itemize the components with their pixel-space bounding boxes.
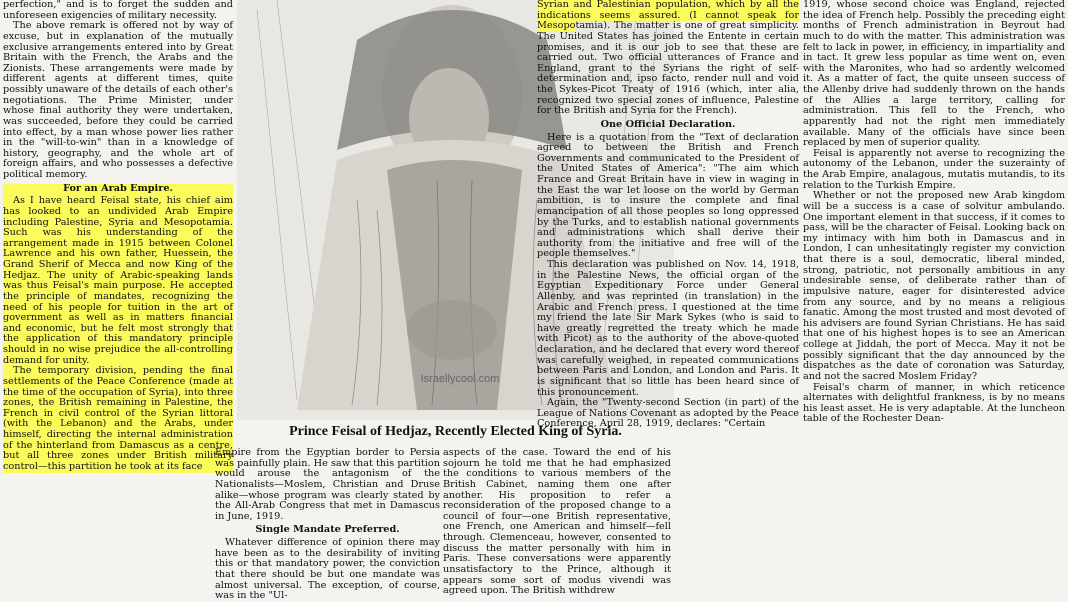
- paragraph: Empire from the Egyptian border to Persia was painfully plain. He saw that this partition would arouse the antagonism of the Nationalists—Moslem, Christian and Druse alike—whose program was clearly stated by the All-Arab Congress that met in Damascus in June, 1919.: [215, 447, 440, 522]
- paragraph: aspects of the case. Toward the end of his sojourn he told me that he had emphasized the conditions to various members of the British Cabinet, naming them one after another. His proposition to refer a reconsideration of the proposed change to a council of four—one British representative, one French, one American and himself—fell through. Clemenceau, however, consented to discuss the matter personally with him in Paris. These conversations were apparently unsatisfactory to the Prince, although it appears some sort of modus vivendi was agreed upon. The British withdrew: [443, 447, 671, 597]
- article-column-1: [3, 0, 233, 473]
- paragraph: [537, 0, 799, 117]
- paragraph-continuation: tamia). The matter is one of great simplicity. The United States has joined the Entente in certain promises, and it is our job to see that these are carried out. Two official utterances of France and England, grant to the Syrians the right of self-determination and, ipso facto, render null and void the Sykes-Picot Treaty of 1916 (which, inter alia, recognized two special zones of influence, Palestine for the British and Syria for the French).: [537, 20, 799, 117]
- paragraph: perfection," and is to forget the sudden and unforeseen exigencies of military necessity.: [3, 0, 233, 21]
- paragraph: Feisal's charm of manner, in which reticence alternates with delightful frankness, is by no means his least asset. He is very adaptable. At the luncheon table of the Rochester Dean-: [803, 381, 1065, 425]
- paragraph: Feisal is apparently not averse to recognizing the autonomy of the Lebanon, under the suzerainty of the Arab Empire, analagous, mutatis mutandis, to its relation to the Turkish Empire.: [803, 147, 1065, 191]
- photo-caption: Prince Feisal of Hedjaz, Recently Elected King of Syria.: [289, 424, 622, 439]
- paragraph: As I have heard Feisal state, his chief aim has looked to an undivided Arab Empire including Palestine, Syria and Mesopotamia. Such was his understanding of the arrangement made in 1915 between Colonel Lawrence and his own father, Huessein, the Grand Sherif of Mecca and now King of the Hedjaz. The unity of Arabic-speaking lands was thus Feisal's main purpose. He accepted the principle of mandates, recognizing the need of his people for tuition in the art of government as well as in matters financial and economic, but he felt most strongly that the application of this mandatory principle should in no wise prejudice the all-controlling demand for unity.: [3, 195, 233, 366]
- article-column-3: [443, 448, 671, 597]
- paragraph: 1919, whose second choice was England, rejected the idea of French help. Possibly the preceding eight months of French administration in Beyrout had much to do with the matter. This administration was felt to lack in power, in efficiency, in impartiality and in tact. It grew less popular as time went on, even with the Maronites, who had so ardently welcomed it. As a matter of fact, the quite unseen success of the Allenby drive had suddenly thrown on the hands of the Allies a large territory, calling for administration. This fell to the French, who apparently had not the right men immediately available. Many of the officials have since been replaced by men of superior quality.: [803, 0, 1065, 149]
- paragraph: The above remark is offered not by way of excuse, but in explanation of the mutually exclusive arrangements entered into by Great Britain with the French, the Arabs and the Zionists. These arrangements were made by different agents at different times, quite possibly unaware of the details of each other's negotiations. The Prime Minister, under whose final authority they were undertaken, was succeeded, before they could be carried into effect, by a man whose power lies rather in the "will-to-win" than in a knowledge of history, geography, and the whole art of foreign affairs, and who possesses a defective political memory.: [3, 20, 233, 180]
- article-column-5: [803, 0, 1065, 425]
- paragraph: Whether or not the proposed new Arab kingdom will be a success is a case of solvitur ambulando. One important element in that success, if it comes to pass, will be the character of Feisal. Looking back on my intimacy with him both in Damascus and in London, I can unhesitatingly register my conviction that there is a soul, democratic, liberal minded, strong, patriotic, not personally ambitious in any undesirable sense, of deliberate rather than of impulsive nature, eager for disinterested advice from any source, and by no means a religious fanatic. Among the most trusted and most devoted of his advisers are found Syrian Christians. He has said that one of his highest hopes is to see an American college at Jiddah, the port of Mecca. May it not be possibly significant that the day announced by the dispatches as the date of coronation was Saturday, and not the sacred Moslem Friday?: [803, 190, 1065, 382]
- watermark: Israellycool.com: [420, 373, 500, 385]
- paragraph: Again, the "Twenty-second Section (in part) of the League of Nations Covenant as adopted by the Peace Conference, April 28, 1919, declares: "Certain: [537, 397, 799, 430]
- section-heading: For an Arab Empire.: [63, 182, 173, 194]
- section-heading: One Official Declaration.: [600, 118, 736, 130]
- paragraph: This declaration was published on Nov. 14, 1918, in the Palestine News, the official organ of the Egyptian Expeditionary Force under General Allenby, and was reprinted (in translation) in the Arabic and French press. I questioned at the time my friend the late Sir Mark Sykes (who is said to have greatly regretted the treaty which he made with Picot) as to the authority of the above-quoted declaration, and he declared that every word thereof was carefully weighed, in repeated communications between Paris and London, and London and Paris. It is significant that so little has been heard since of this pronouncement.: [537, 259, 799, 398]
- paragraph: The temporary division, pending the final settlements of the Peace Conference (made at the time of the occupation of Syria), into three zones, the British remaining in Palestine, the French in civil control of the Syrian littoral (with the Lebanon) and the Arabs, under himself, directing the internal administration of the hinterland from Damascus as a centre, but all three zones under British military control—this partition he took at its face: [3, 365, 233, 472]
- highlighted-passage: Syrian and Palestinian population, which by all the indications seems assured. (I cannot speak for Mesopo: [537, 0, 799, 32]
- highlighted-passage: [3, 184, 233, 473]
- paragraph: Whatever difference of opinion there may have been as to the desirability of inviting this or that mandatory power, the conviction that there should be but one mandate was almost universal. The exception, of course, was in the "Ul-: [215, 537, 440, 602]
- article-column-2: [215, 448, 440, 602]
- paragraph: Here is a quotation from the "Text of declaration agreed to between the British and French Governments and communicated to the President of the United States of America": "The aim which France and Great Britain have in view in waging in the East the war let loose on the world by German ambition, is to insure the complete and final emancipation of all those peoples so long oppressed by the Turks, and to establish national governments and administrations which shall derive their authority from the initiative and free will of the people themselves.": [537, 131, 799, 260]
- section-heading: Single Mandate Preferred.: [255, 524, 400, 536]
- article-column-4: [537, 0, 799, 430]
